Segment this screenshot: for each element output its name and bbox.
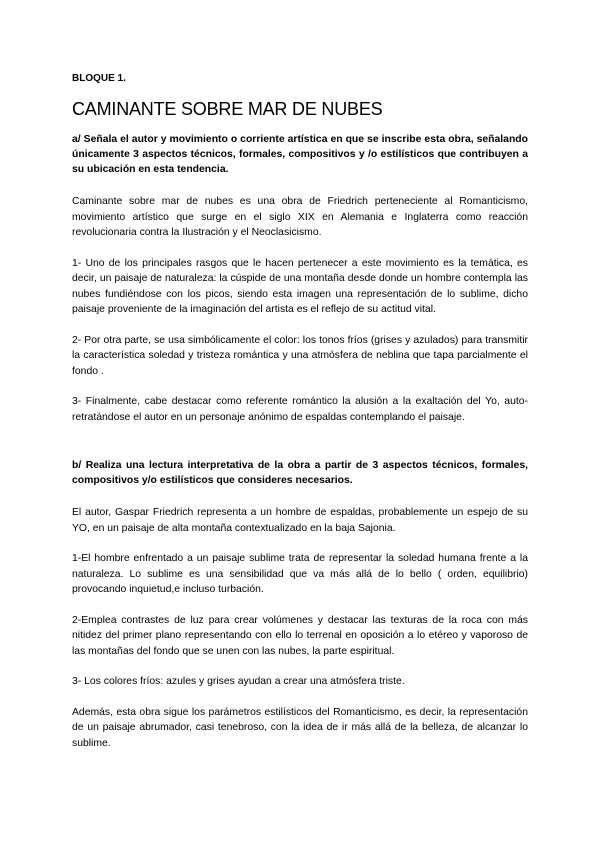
paragraph: 1- Uno de los principales rasgos que le hacen pertenecer a este movimiento es la temática, es decir, un paisaje de naturaleza: la cúspide de una montaña desde donde un hombre contempla las nubes fundiéndose con los picos, siendo esta imagen una representación de lo sublime, dicho paisaje proveniente de la imaginación del artista es el reflejo de su actitud vital.: [72, 257, 528, 315]
section-a: [72, 132, 528, 425]
paragraph: Caminante sobre mar de nubes es una obra de Friedrich perteneciente al Romanticismo, movimiento artístico que surge en el siglo XIX en Alemania e Inglaterra como reacción revolucionaria contra la Ilustración y el Neoclasicismo.: [72, 196, 528, 238]
question-b: b/ Realiza una lectura interpretativa de la obra a partir de 3 aspectos técnicos, formales, compositivos y/o estilísticos que consideres necesarios.: [72, 460, 528, 486]
question-a: a/ Señala el autor y movimiento o corriente artística en que se inscribe esta obra, señalando únicamente 3 aspectos técnicos, formales, compositivos y /o estilísticos que contribuyen a su ubicación en esta tendencia.: [72, 134, 528, 175]
paragraph: Además, esta obra sigue los parámetros estilísticos del Romanticismo, es decir, la representación de un paisaje abrumador, casi tenebroso, con la idea de ir más allá de la belleza, de alcanzar lo sublime.: [72, 706, 528, 749]
block-label: BLOQUE 1.: [72, 73, 126, 84]
paragraph: 2-Emplea contrastes de luz para crear volúmenes y destacar las texturas de la roca con más nitidez del primer plano representando con ello lo terrenal en oposición a lo etéreo y vaporoso de las montañas del fondo que se unen con las nubes, la parte espiritual.: [72, 614, 528, 657]
section-spacer: [72, 440, 528, 458]
paragraph: 2- Por otra parte, se usa simbólicamente el color: los tonos fríos (grises y azulados) para transmitir la característica soledad y tristeza romántica y una atmósfera de neblina que tapa parcialmente el fondo .: [72, 334, 528, 377]
paragraph: 1-El hombre enfrentado a un paisaje sublime trata de representar la soledad humana frente a la naturaleza. Lo sublime es una sensibilidad que va más allá de lo bello ( orden, equilibrio) provocando inquietud,e incluso turbación.: [72, 553, 528, 595]
paragraph: El autor, Gaspar Friedrich representa a un hombre de espaldas, probablemente un espejo de su YO, en un paisaje de alta montaña contextualizado en la baja Sajonia.: [72, 507, 528, 534]
section-b: [72, 458, 528, 751]
page-title: CAMINANTE SOBRE MAR DE NUBES: [72, 99, 383, 119]
paragraph: 3- Finalmente, cabe destacar como referente romántico la alusión a la exaltación del Yo, auto-retratándose el autor en un personaje anónimo de espaldas contemplando el paisaje.: [72, 396, 528, 423]
paragraph: 3- Los colores fríos: azules y grises ayudan a crear una atmósfera triste.: [72, 676, 405, 687]
document-page: [72, 72, 528, 766]
